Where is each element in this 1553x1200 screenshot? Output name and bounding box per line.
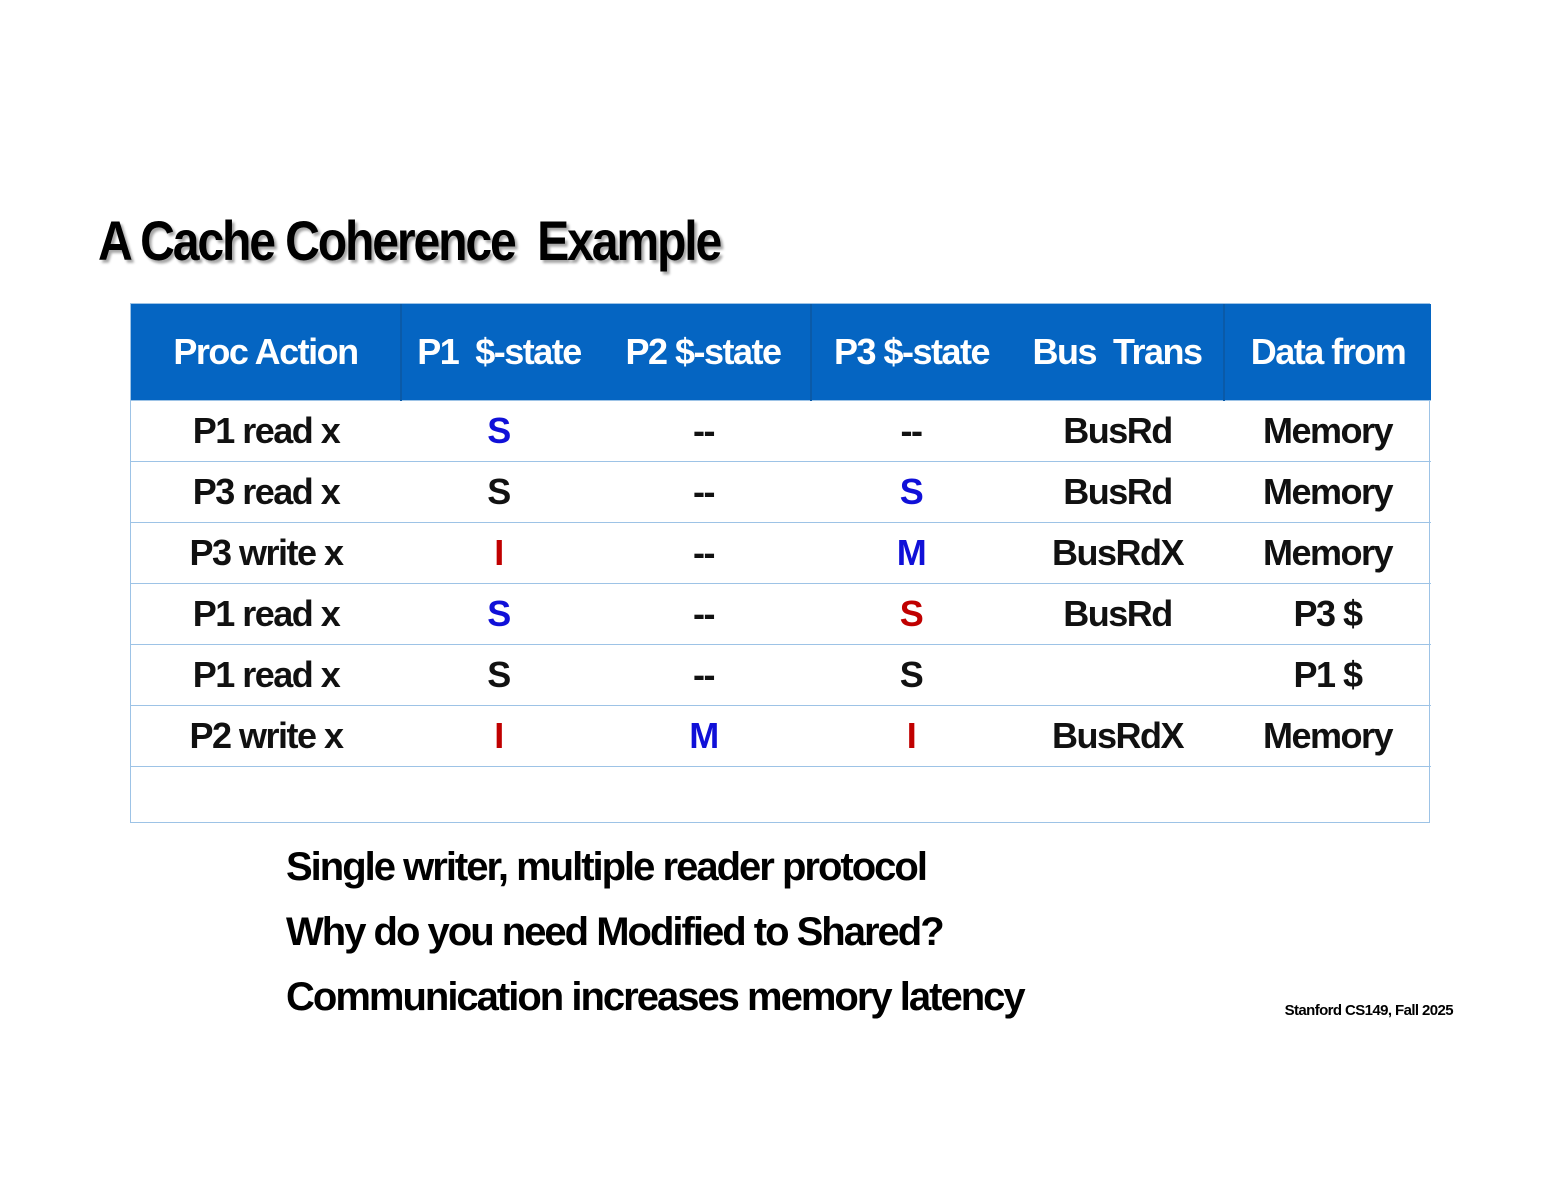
proc-action-cell: P3 read x — [131, 462, 401, 523]
note-item: Why do you need Modified to Shared? — [286, 910, 943, 954]
p1-state-cell: S — [401, 462, 596, 523]
p2-state-cell: -- — [596, 523, 811, 584]
p2-state-cell: -- — [596, 645, 811, 706]
data-from-cell: Memory — [1224, 401, 1431, 462]
p3-state-cell: S — [811, 462, 1011, 523]
header-proc-action: Proc Action — [131, 304, 401, 401]
proc-action-cell: P1 read x — [131, 645, 401, 706]
p1-state-cell: I — [401, 523, 596, 584]
p2-state-cell: -- — [596, 401, 811, 462]
p1-state-cell: S — [401, 584, 596, 645]
p2-state-cell: -- — [596, 584, 811, 645]
p3-state-cell: S — [811, 584, 1011, 645]
p1-state-cell: S — [401, 401, 596, 462]
p3-state-cell: M — [811, 523, 1011, 584]
proc-action-cell: P1 read x — [131, 401, 401, 462]
p2-state-cell: -- — [596, 462, 811, 523]
empty-cell — [131, 767, 401, 828]
data-from-cell: P1 $ — [1224, 645, 1431, 706]
p2-state-cell: M — [596, 706, 811, 767]
header-p3-state: P3 $-state — [811, 304, 1011, 401]
footer-credit: Stanford CS149, Fall 2025 — [1284, 1002, 1453, 1019]
coherence-table — [131, 304, 1431, 827]
p1-state-cell: S — [401, 645, 596, 706]
bus-trans-cell: BusRd — [1011, 584, 1224, 645]
note-item: Single writer, multiple reader protocol — [286, 845, 926, 889]
header-p1-state: P1 $-state — [401, 304, 596, 401]
notes-list — [286, 842, 1024, 1037]
empty-table-row — [131, 767, 1431, 828]
data-from-cell: Memory — [1224, 462, 1431, 523]
proc-action-cell: P1 read x — [131, 584, 401, 645]
p1-state-cell: I — [401, 706, 596, 767]
p3-state-cell: I — [811, 706, 1011, 767]
empty-cell — [401, 767, 596, 828]
p3-state-cell: -- — [811, 401, 1011, 462]
p3-state-cell: S — [811, 645, 1011, 706]
empty-cell — [811, 767, 1011, 828]
proc-action-cell: P3 write x — [131, 523, 401, 584]
table-row — [131, 523, 1431, 584]
data-from-cell: Memory — [1224, 706, 1431, 767]
table-row — [131, 401, 1431, 462]
empty-cell — [1224, 767, 1431, 828]
table-row — [131, 462, 1431, 523]
table-row — [131, 706, 1431, 767]
bus-trans-cell: BusRd — [1011, 462, 1224, 523]
coherence-table-container — [130, 303, 1430, 823]
data-from-cell: P3 $ — [1224, 584, 1431, 645]
bus-trans-cell: BusRd — [1011, 401, 1224, 462]
empty-cell — [1011, 767, 1224, 828]
table-header-row — [131, 304, 1431, 401]
proc-action-cell: P2 write x — [131, 706, 401, 767]
bus-trans-cell — [1011, 645, 1224, 706]
slide-title: A Cache Coherence Example — [98, 209, 721, 272]
header-bus-trans: Bus Trans — [1011, 304, 1224, 401]
table-row — [131, 584, 1431, 645]
header-p2-state: P2 $-state — [596, 304, 811, 401]
table-row — [131, 645, 1431, 706]
note-item: Communication increases memory latency — [286, 975, 1024, 1019]
bus-trans-cell: BusRdX — [1011, 523, 1224, 584]
bus-trans-cell: BusRdX — [1011, 706, 1224, 767]
header-data-from: Data from — [1224, 304, 1431, 401]
empty-cell — [596, 767, 811, 828]
data-from-cell: Memory — [1224, 523, 1431, 584]
